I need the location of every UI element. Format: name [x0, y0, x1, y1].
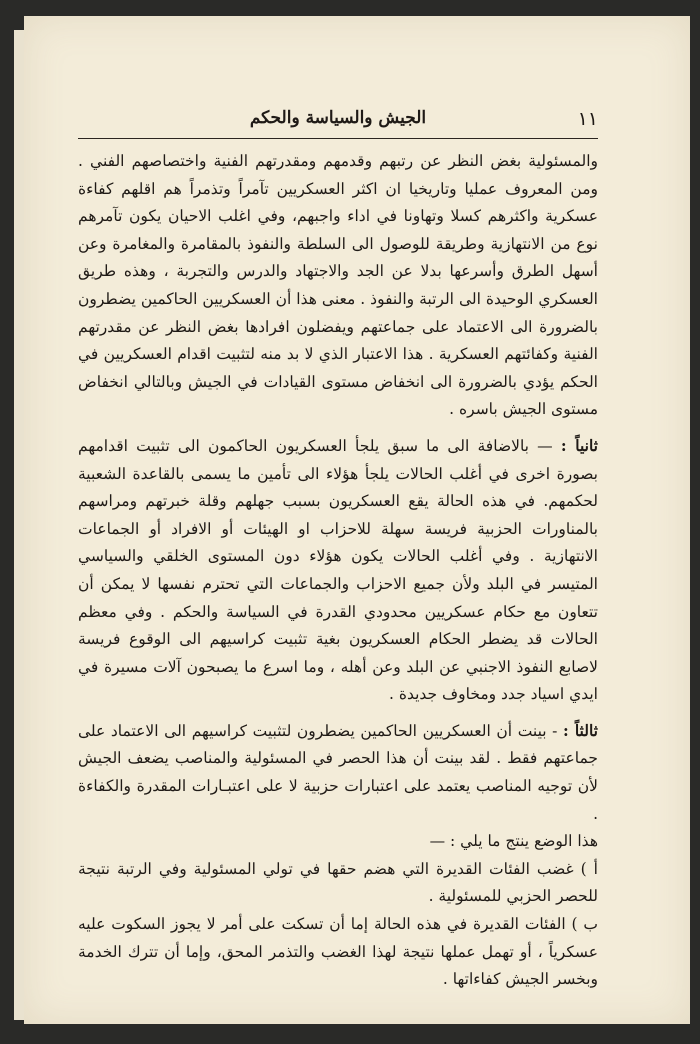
list-item-a: أ ) غضب الفئات القديرة التي هضم حقها في تولي المسئولية وفي الرتبة نتيجة للحصر الحزبي للمسئولية .: [78, 859, 598, 906]
page-header: [78, 108, 598, 139]
page-body: [78, 148, 598, 994]
paragraph-second: [78, 432, 598, 709]
paragraph-third-text: - بينت أن العسكريين الحاكمين يضطرون لتثبيت كراسيهم الى الاعتماد على جماعتهم فقط . لقد بينت أن هذا الحصر في المسئولية والمناصب يضعف الجيش لأن توجيه المناصب يعتمد على اعتبارات حزبية لا على اعتبـارات المقدرة والكفاءة .: [78, 721, 598, 823]
paragraph-result-intro: هذا الوضع ينتج ما يلي : —: [429, 832, 598, 851]
paragraph-intro: والمسئولية بغض النظر عن رتبهم وقدمهم ومقدرتهم الفنية واختصاصهم الفني . ومن المعروف عمليا وتاريخيا ان اكثر العسكريين تآمراً وتذمراً هم اقلهم كفاءة عسكرية واكثرهم كسلا وتهاونا في اداء واجبهم، وفي اغلب الاحيان يكون تآمرهم نوع من الانتهازية وطريقة للوصول الى السلطة والنفوذ بالمقامرة والمغامرة وعن أسهل الطرق وأسرعها بدلا عن الجد والاجتهاد والدرس والتجربة ، وهذه طريق العسكري الوحيدة الى الرتبة والنفوذ . معنى هذا أن العسكريين الحاكمين يضطرون بالضرورة الى الاعتماد على جماعتهم ويفضلون افرادها بغض النظر عن مقدرتهم الفنية وكفائتهم العسكرية . هذا الاعتبار الذي لا بد منه لتثبيت اقدام العسكريين في الحكم يؤدي بالضرورة الى انخفاض مستوى القيادات في الجيش وبالتالي انخفاض مستوى الجيش باسره .: [78, 152, 598, 419]
paragraph-third-lead: ثالثاً :: [563, 720, 598, 740]
running-title: الجيش والسياسة والحكم: [249, 108, 427, 128]
paragraph-second-text: — بالاضافة الى ما سبق يلجأ العسكريون الحاكمون الى تثبيت اقدامهم بصورة اخرى في أغلب الحالات يلجأ هؤلاء الى تأمين ما يسمى بالقاعدة الشعبية لحكمهم. في هذه الحالة يقع العسكريون بسبب جهلهم وقلة خبرتهم ومراسهم بالمناورات الحزبية فريسة سهلة للاحزاب او الهيئات أو الافراد أو الجماعات الانتهازية . وفي أغلب الحالات يكون هؤلاء دون المستوى الخلقي والسياسي المتيسر في البلد ولأن جميع الاحزاب والجماعات التي تحترم نفسها لا يمكن أن تتعاون مع حكام عسكريين محدودي القدرة في السياسة والحكم . وفي معظم الحالات قد يضطر الحكام العسكريون بغية تثبيت كراسيهم الى الوقوع فريسة لاصابع النفوذ الاجنبي عن البلد وعن أهله ، وما اسرع ما يصبحون آلات مسيرة في ايدي اسياد جدد ومخاوف جديدة .: [78, 436, 598, 704]
page-edge: [14, 30, 24, 1020]
paragraph-third: [78, 717, 598, 828]
paragraph-second-lead: ثانياً :: [560, 435, 598, 455]
page-number: ١١: [577, 108, 598, 130]
list-item-b: ب ) الفئات القديرة في هذه الحالة إما أن تسكت على أمر لا يجوز السكوت عليه عسكرياً ، أو تهمل عملها نتيجة لهذا الغضب والتذمر المحق، وإما أن تترك الخدمة وبخسر الجيش كفاءاتها .: [78, 915, 598, 989]
